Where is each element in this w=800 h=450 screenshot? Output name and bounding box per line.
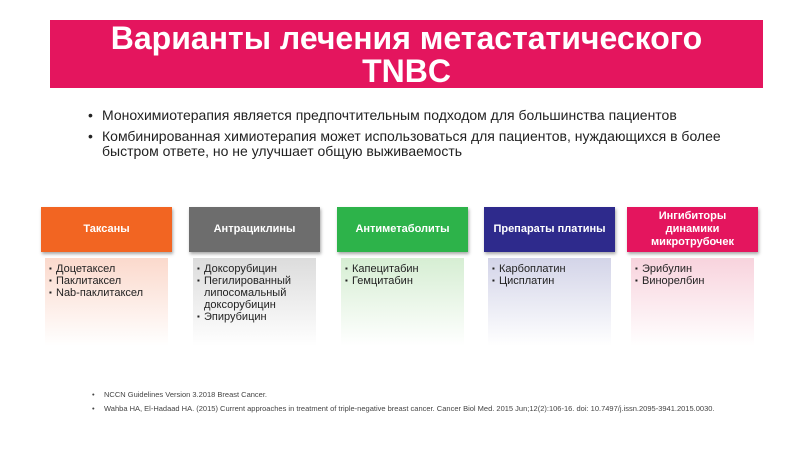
reference-wahba: • Wahba HA, El-Hadaad HA. (2015) Current approaches in treatment of triple-negative breast cancer. Cancer Biol Med. 2015 Jun;12(2):106-16. doi: 10.7497/j.issn.2095-3941.2015.0030. [92, 404, 732, 413]
column-header: Антрациклины [189, 207, 320, 252]
drug-item: ▪ Nab-паклитаксел [49, 287, 164, 299]
column-antimetabolites [337, 207, 468, 346]
column-body [45, 258, 168, 346]
drug-item: ▪ Пегилированный липосомальный доксорубицин [197, 275, 312, 311]
column-header: Антиметаболиты [337, 207, 468, 252]
column-body [193, 258, 316, 346]
slide-title-line-1: Варианты лечения метастатического [110, 20, 703, 56]
column-taxanes [41, 207, 172, 346]
column-platinum [484, 207, 615, 346]
drug-item: ▪ Паклитаксел [49, 275, 164, 287]
slide-title [50, 20, 763, 88]
bullet-monotherapy: • Монохимиотерапия является предпочтительным подходом для большинства пациентов [88, 108, 728, 123]
drug-item: ▪ Капецитабин [345, 263, 460, 275]
drug-item: ▪ Карбоплатин [492, 263, 607, 275]
drug-item: ▪ Эрибулин [635, 263, 750, 275]
drug-item: ▪ Доксорубицин [197, 263, 312, 275]
main-bullet-list [88, 108, 728, 165]
reference-nccn: • NCCN Guidelines Version 3.2018 Breast Cancer. [92, 390, 732, 399]
drug-item: ▪ Гемцитабин [345, 275, 460, 287]
column-header: Ингибиторы динамики микротрубочек [627, 207, 758, 252]
column-microtubule-inhibitors [627, 207, 758, 346]
column-body [341, 258, 464, 346]
column-header: Таксаны [41, 207, 172, 252]
column-header: Препараты платины [484, 207, 615, 252]
drug-item: ▪ Винорелбин [635, 275, 750, 287]
drug-item: ▪ Доцетаксел [49, 263, 164, 275]
column-anthracyclines [189, 207, 320, 346]
drug-item: ▪ Цисплатин [492, 275, 607, 287]
column-body [631, 258, 754, 346]
slide-title-line-2: TNBC [362, 53, 451, 89]
references-list [92, 390, 732, 418]
drug-item: ▪ Эпирубицин [197, 311, 312, 323]
bullet-combination: • Комбинированная химиотерапия может использоваться для пациентов, нуждающихся в более быстром ответе, но не улучшает общую выживаемость [88, 129, 728, 159]
column-body [488, 258, 611, 346]
